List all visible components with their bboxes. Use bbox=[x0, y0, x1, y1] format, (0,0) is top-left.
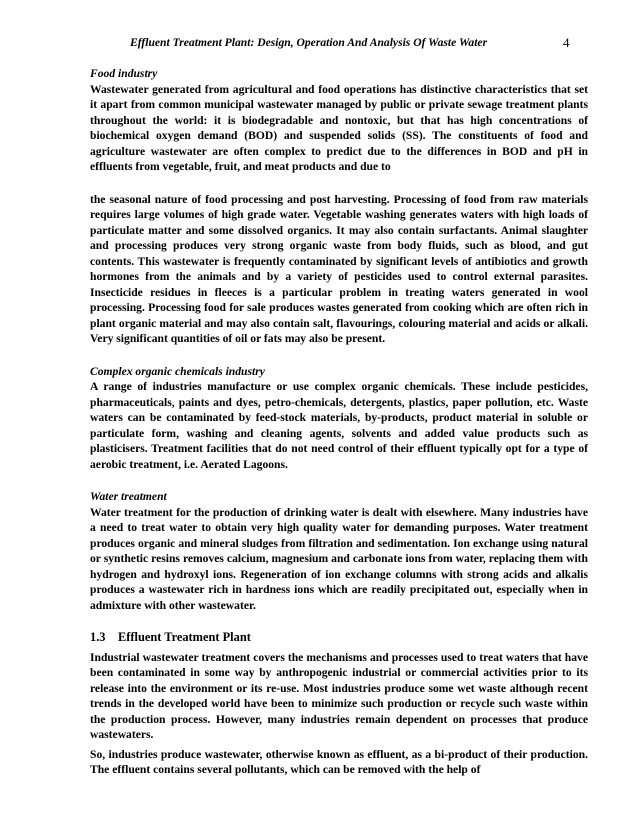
food-industry-paragraph-2: the seasonal nature of food processing and post harvesting. Processing of food from raw materials requires large volumes of high grade water. Vegetable washing generates waters with high loads of particulate matter and some dissolved organics. It may also contain surfactants. Animal slaughter and processing produces very strong organic waste from body fluids, such as blood, and gut contents. This wastewater is frequently contaminated by significant levels of antibiotics and growth hormones from the animals and by a variety of pesticides used to control external parasites. Insecticide residues in fleeces is a particular problem in treating waters generated in wool processing. Processing food for sale produces wastes generated from cooking which are often rich in plant organic material and may also contain salt, flavourings, colouring material and acids or alkali. Very significant quantities of oil or fats may also be present. bbox=[90, 192, 588, 345]
water-treatment-heading: Water treatment bbox=[90, 490, 167, 503]
section-heading-1-3 bbox=[90, 630, 588, 646]
section-number: 1.3 bbox=[90, 630, 106, 644]
food-industry-heading: Food industry bbox=[90, 67, 158, 80]
page-number: 4 bbox=[563, 35, 570, 50]
etp-paragraph-1: Industrial wastewater treatment covers the mechanisms and processes used to treat waters that have been contaminated in some way by anthropogenic industrial or commercial activities prior to its release into the environment or its re-use. Most industries produce some wet waste although recent trends in the developed world have been to minimize such production or recycle such waste within the production process. However, many industries remain dependent on processes that produce wastewaters. bbox=[90, 650, 588, 741]
complex-organic-paragraph: A range of industries manufacture or use complex organic chemicals. These include pesticides, pharmaceuticals, paints and dyes, petro-chemicals, detergents, plastics, paper pollution, etc. Waste waters can be contaminated by feed-stock materials, by-products, product material in soluble or particulate form, washing and cleaning agents, solvents and added value products such as plasticisers. Treatment facilities that do not need control of their effluent typically opt for a type of aerobic treatment, i.e. Aerated Lagoons. bbox=[90, 380, 588, 471]
water-treatment-paragraph: Water treatment for the production of drinking water is dealt with elsewhere. Many industries have a need to treat water to obtain very high quality water for demanding purposes. Water treatment produces organic and mineral sludges from filtration and sedimentation. Ion exchange using natural or synthetic resins removes calcium, magnesium and carbonate ions from water, replacing them with hydrogen and hydroxyl ions. Regeneration of ion exchange columns with strong acids and alkalis produces a wastewater rich in hardness ions which are readily precipitated out, especially when in admixture with other wastewater. bbox=[90, 505, 588, 612]
running-header: Effluent Treatment Plant: Design, Operation And Analysis Of Waste Water bbox=[130, 36, 488, 49]
section-title: Effluent Treatment Plant bbox=[118, 630, 251, 644]
food-industry-paragraph-1: Wastewater generated from agricultural and food operations has distinctive characteristics that set it apart from common municipal wastewater managed by public or private sewage treatment plants throughout the world: it is biodegradable and nontoxic, but that has high concentrations of biochemical oxygen demand (BOD) and suspended solids (SS). The constituents of food and agriculture wastewater are often complex to predict due to the differences in BOD and pH in effluents from vegetable, fruit, and meat products and due to bbox=[90, 82, 588, 173]
etp-paragraph-2: So, industries produce wastewater, otherwise known as effluent, as a bi-product of their production. The effluent contains several pollutants, which can be removed with the help of bbox=[90, 747, 588, 776]
complex-organic-heading: Complex organic chemicals industry bbox=[90, 364, 265, 378]
page-body bbox=[90, 66, 588, 778]
